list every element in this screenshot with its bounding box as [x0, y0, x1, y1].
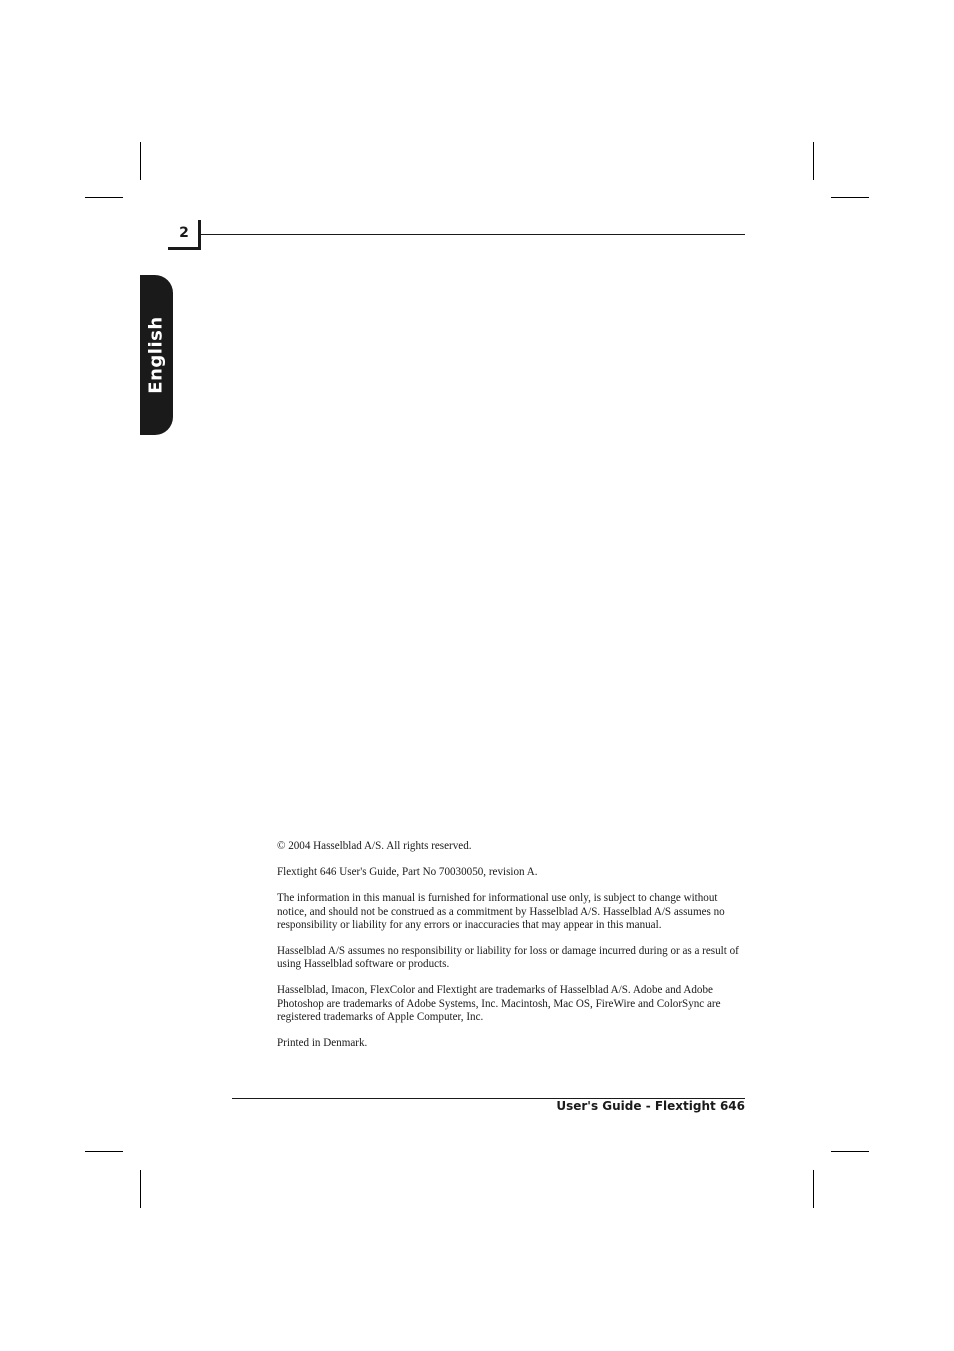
page-number-box: [168, 220, 201, 250]
part-number-line: Flextight 646 User's Guide, Part No 70030050, revision A.: [277, 866, 538, 879]
language-tab-label: English: [145, 316, 167, 394]
crop-mark-bottom-left-vertical: [140, 1170, 141, 1208]
footer-title: User's Guide - Flextight 646: [556, 1099, 745, 1113]
crop-mark-bottom-left-horizontal: [85, 1151, 123, 1152]
crop-mark-top-left-vertical: [140, 142, 141, 180]
crop-mark-bottom-right-horizontal: [831, 1151, 869, 1152]
copyright-line: © 2004 Hasselblad A/S. All rights reserved.: [277, 840, 472, 852]
liability-paragraph: Hasselblad A/S assumes no responsibility or liability for loss or damage incurred during or as a result of using Hasselblad software or products.: [277, 945, 739, 971]
crop-mark-top-left-horizontal: [85, 197, 123, 198]
header-rule: [201, 234, 745, 235]
disclaimer-paragraph: The information in this manual is furnished for informational use only, is subject to change without notice, and should not be construed as a commitment by Hasselblad A/S. Hasselblad A/S assumes no responsibility or liability for any errors or inaccuracies that may appear in this manual.: [277, 892, 725, 931]
printed-in-line: Printed in Denmark.: [277, 1037, 368, 1050]
crop-mark-top-right-vertical: [813, 142, 814, 180]
crop-mark-bottom-right-vertical: [813, 1170, 814, 1208]
crop-mark-top-right-horizontal: [831, 197, 869, 198]
page-number: 2: [179, 225, 189, 241]
trademarks-paragraph: Hasselblad, Imacon, FlexColor and Flextight are trademarks of Hasselblad A/S. Adobe and Adobe Photoshop are trademarks of Adobe Systems, Inc. Macintosh, Mac OS, FireWire and ColorSync are registered trademarks of Apple Computer, Inc.: [277, 984, 721, 1023]
language-tab: [140, 275, 173, 435]
legal-notice: [277, 840, 749, 1063]
